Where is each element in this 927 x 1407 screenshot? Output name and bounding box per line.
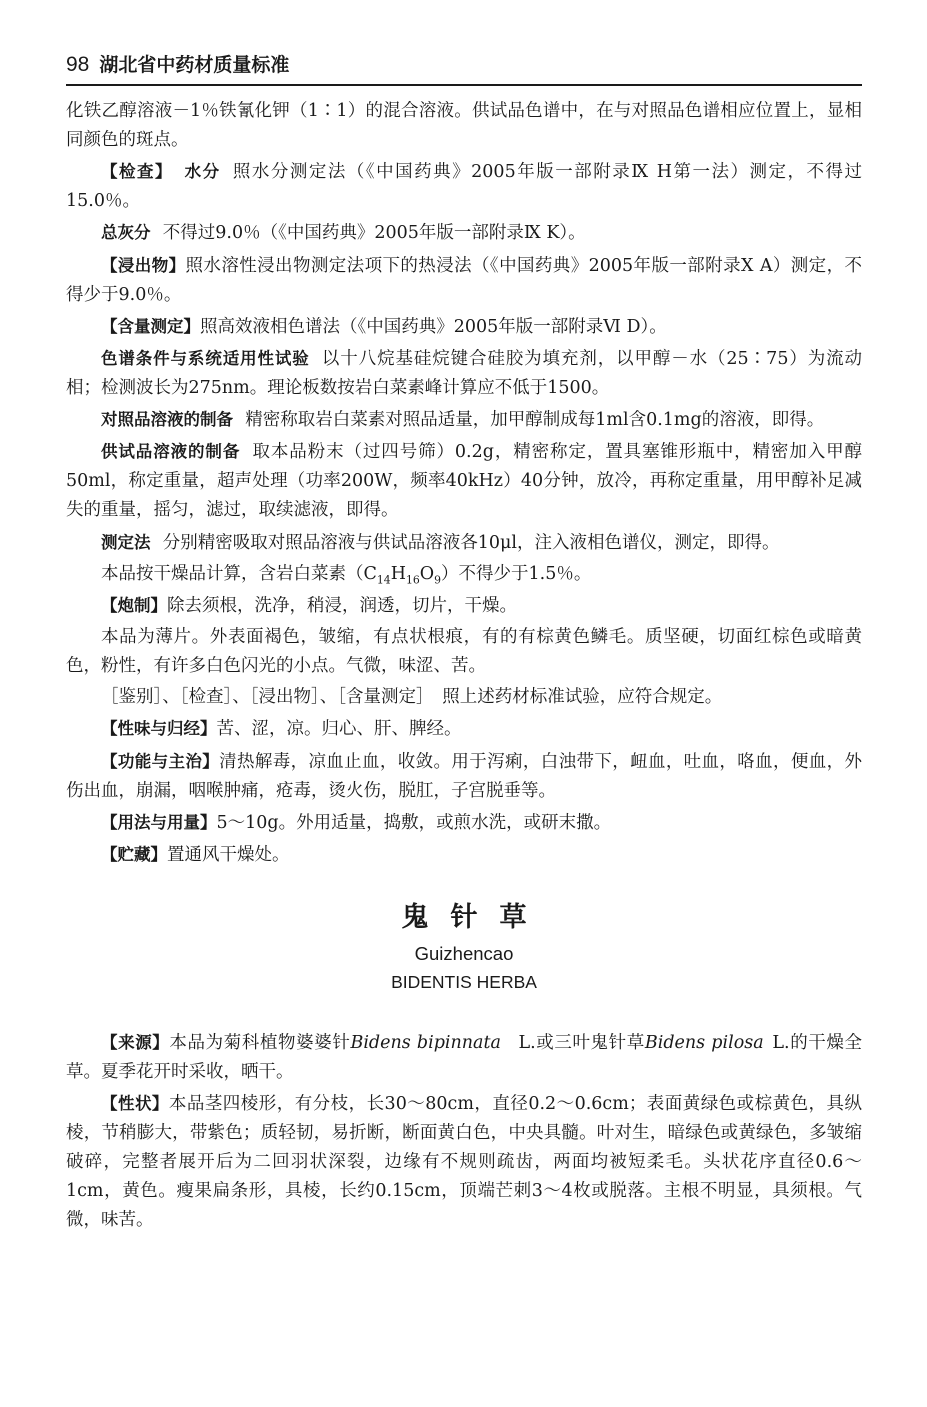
extract-paragraph <box>66 251 862 310</box>
nature-paragraph <box>66 714 862 744</box>
reference-solution-label: 对照品溶液的制备 <box>101 410 233 430</box>
processing-text: 除去须根，洗净，稍浸，润透，切片，干燥。 <box>167 595 517 616</box>
species-bipinnata: Bidens bipinnata <box>350 1033 501 1053</box>
content-limit-paragraph <box>66 560 862 589</box>
monograph-latin-name: BIDENTIS HERBA <box>391 972 537 992</box>
reference-solution-text: 精密称取岩白菜素对照品适量，加甲醇制成每1ml含0.1mg的溶液，即得。 <box>245 410 825 431</box>
chromatography-paragraph <box>66 344 862 403</box>
source-paragraph <box>66 1028 862 1087</box>
monograph-pinyin: Guizhencao <box>414 943 514 964</box>
formula-h: H <box>390 563 406 584</box>
species-pilosa: Bidens pilosa <box>644 1033 764 1053</box>
assay-text: 照高效液相色谱法（《中国药典》2005年版一部附录Ⅵ D）。 <box>200 316 667 337</box>
continued-paragraph <box>66 97 862 155</box>
source-text-c: L.的干燥全草。夏季花开时采收，晒干。 <box>66 1033 863 1082</box>
processing-heading: 【炮制】 <box>101 595 167 615</box>
processed-tests-paragraph <box>66 683 862 712</box>
formula-o: O <box>419 563 435 584</box>
running-header <box>66 48 862 86</box>
assay-heading: 【含量测定】 <box>101 316 200 336</box>
nature-text: 苦、涩，凉。归心、肝、脾经。 <box>216 719 462 740</box>
storage-paragraph <box>66 840 862 870</box>
source-text-a: 本品为菊科植物婆婆针 <box>169 1033 351 1053</box>
source-heading: 【来源】 <box>101 1033 170 1052</box>
function-text: 清热解毒，凉血止血，收敛。用于泻痢，白浊带下，衄血，吐血，咯血，便血，外伤出血，崩漏，咽喉肿痛，疮毒，烫火伤，脱肛，子宫脱垂等。 <box>66 751 863 801</box>
method-text: 分别精密吸取对照品溶液与供试品溶液各10μl，注入液相色谱仪，测定，即得。 <box>162 532 780 553</box>
usage-heading: 【用法与用量】 <box>101 812 217 832</box>
reference-solution-paragraph <box>66 405 862 435</box>
check-heading: 【检查】 <box>101 162 174 182</box>
character-heading: 【性状】 <box>101 1094 169 1114</box>
chromatography-text: 以十八烷基硅烷键合硅胶为填充剂，以甲醇－水（25∶75）为流动相；检测波长为275nm。理论板数按岩白菜素峰计算应不低于1500。 <box>66 348 863 398</box>
processed-description-paragraph <box>66 623 862 681</box>
source-text-b: L.或三叶鬼针草 <box>518 1033 645 1053</box>
extract-heading: 【浸出物】 <box>101 255 186 275</box>
sample-solution-paragraph <box>66 437 862 525</box>
extract-text: 照水溶性浸出物测定法项下的热浸法（《中国药典》2005年版一部附录Ⅹ A）测定，不得少于9.0％。 <box>66 255 862 305</box>
nature-heading: 【性味与归经】 <box>101 719 217 739</box>
function-heading: 【功能与主治】 <box>101 751 220 771</box>
processed-description-text: 本品为薄片。外表面褐色，皱缩，有点状根痕，有的有棕黄色鳞毛。质坚硬，切面红棕色或暗黄色，粉性，有许多白色闪光的小点。气微，味涩、苦。 <box>66 627 862 677</box>
processed-tests-text: ［鉴别］、［检查］、［浸出物］、［含量测定］ 照上述药材标准试验，应符合规定。 <box>101 687 723 708</box>
monograph-title: 鬼针草 <box>401 902 549 933</box>
formula-subscript-c: 14 <box>376 573 391 587</box>
character-paragraph <box>66 1089 862 1235</box>
usage-text: 5～10g。外用适量，捣敷，或煎水洗，或研末撒。 <box>216 812 612 833</box>
character-text: 本品茎四棱形，有分枝，长30～80cm，直径0.2～0.6cm；表面黄绿色或棕黄色，具纵棱，节稍膨大，带紫色；质轻韧，易折断，断面黄白色，中央具髓。叶对生，暗绿色或黄绿色，多皱缩破碎，完整者展开后为二回羽状深裂，边缘有不规则疏齿，两面均被短柔毛。头状花序直径0.6～1cm，黄色。瘦果扁条形，具棱，长约0.15cm，顶端芒刺3～4枚或脱落。主根不明显，具须根。气微，味苦。 <box>66 1094 862 1231</box>
page-body <box>66 97 862 1235</box>
formula-subscript-o: 9 <box>434 573 442 587</box>
usage-paragraph <box>66 808 862 838</box>
method-paragraph <box>66 528 862 558</box>
page-number: 98 <box>66 53 90 76</box>
ash-label: 总灰分 <box>101 223 151 243</box>
content-limit-text-a: 本品按干燥品计算，含岩白菜素（C <box>101 563 377 584</box>
assay-paragraph <box>66 312 862 342</box>
function-paragraph <box>66 747 862 806</box>
sample-solution-text: 取本品粉末（过四号筛）0.2g，精密称定，置具塞锥形瓶中，精密加入甲醇50ml，称定重量，超声处理（功率200W，频率40kHz）40分钟，放冷，再称定重量，用甲醇补足减失的重量，摇匀，滤过，取续滤液，即得。 <box>66 442 863 521</box>
sample-solution-label: 供试品溶液的制备 <box>101 442 241 462</box>
book-title: 湖北省中药材质量标准 <box>99 54 290 76</box>
check-ash-paragraph <box>66 218 862 248</box>
check-water-paragraph <box>66 157 862 216</box>
content-limit-text-b: ）不得少于1.5％。 <box>441 563 592 584</box>
storage-heading: 【贮藏】 <box>101 845 167 864</box>
storage-text: 置通风干燥处。 <box>167 845 290 865</box>
ash-text: 不得过9.0％（《中国药典》2005年版一部附录Ⅸ K）。 <box>162 223 586 244</box>
method-label: 测定法 <box>101 532 151 552</box>
water-label: 水分 <box>184 162 221 182</box>
chromatography-label: 色谱条件与系统适用性试验 <box>101 348 310 368</box>
continued-text: 化铁乙醇溶液－1％铁氰化钾（1∶1）的混合溶液。供试品色谱中，在与对照品色谱相应位置上，显相同颜色的斑点。 <box>66 101 862 150</box>
formula-subscript-h: 16 <box>405 573 420 587</box>
processing-paragraph <box>66 591 862 621</box>
water-text: 照水分测定法（《中国药典》2005年版一部附录Ⅸ H第一法）测定，不得过15.0％。 <box>66 162 863 212</box>
